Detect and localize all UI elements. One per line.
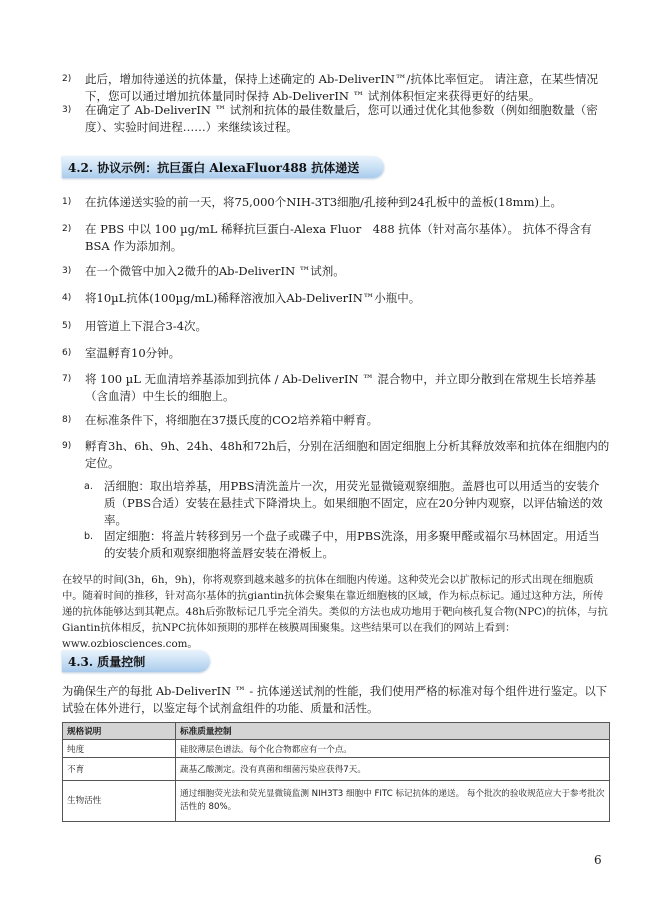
protocol-step-2 bbox=[62, 221, 610, 255]
step-number: 8) bbox=[62, 415, 72, 425]
table-cell: 纯度 bbox=[63, 740, 176, 758]
protocol-step-3 bbox=[62, 263, 610, 280]
table-row bbox=[63, 758, 610, 781]
section-title: 4.3. 质量控制 bbox=[68, 655, 146, 669]
step-text: 在一个微管中加入2微升的Ab-DeliverIN ™试剂。 bbox=[85, 264, 345, 278]
step-text: 用管道上下混合3-4次。 bbox=[85, 319, 208, 333]
table-cell: 蔬基乙酸测定。没有真菌和细菌污染应获得7天。 bbox=[176, 758, 610, 781]
protocol-step-9 bbox=[62, 438, 610, 472]
section-title: 4.2. 协议示例：抗巨蛋白 AlexaFluor488 抗体递送 bbox=[68, 161, 360, 175]
quality-control-table bbox=[62, 722, 610, 822]
protocol-step-7 bbox=[62, 371, 610, 405]
substep-text: 活细胞：取出培养基，用PBS清洗盖片一次，用荧光显微镜观察细胞。盖唇也可以用适当的安装介质（PBS合适）安装在悬挂式下降滑块上。如果细胞不固定，应在20分钟内观察，以评估输送的效率。 bbox=[104, 479, 603, 527]
substep-letter: a. bbox=[84, 481, 93, 492]
qc-paragraph: 为确保生产的每批 Ab-DeliverIN ™ - 抗体递送试剂的性能，我们使用严格的标准对每个组件进行鉴定。以下试验在体外进行，以鉴定每个试剂盒组件的功能、质量和活性。 bbox=[62, 685, 608, 715]
page-number: 6 bbox=[594, 853, 602, 867]
table-header-row bbox=[63, 723, 610, 740]
substep-b bbox=[84, 528, 610, 562]
protocol-step-5 bbox=[62, 318, 610, 335]
protocol-step-6 bbox=[62, 345, 610, 362]
section-heading-4-2 bbox=[62, 156, 384, 178]
step-number: 1) bbox=[62, 197, 72, 207]
protocol-step-8 bbox=[62, 412, 610, 429]
step-number: 6) bbox=[62, 348, 72, 358]
step-number: 2) bbox=[62, 224, 72, 234]
substep-letter: b. bbox=[84, 531, 94, 542]
protocol-step-1 bbox=[62, 194, 610, 211]
section-heading-4-3 bbox=[62, 650, 210, 672]
step-number: 9) bbox=[62, 441, 72, 451]
step-text: 将 100 µL 无血清培养基添加到抗体 / Ab-DeliverIN ™ 混合物中，并立即分散到在常规生长培养基（含血清）中生长的细胞上。 bbox=[85, 372, 596, 403]
table-cell: 生物活性 bbox=[63, 781, 176, 822]
step-text: 在标准条件下，将细胞在37摄氏度的CO2培养箱中孵育。 bbox=[85, 413, 379, 427]
step-number: 5) bbox=[62, 321, 72, 331]
step-text: 在确定了 Ab-DeliverIN ™ 试剂和抗体的最佳数量后，您可以通过优化其他参数（例如细胞数量（密度）、实验时间进程……）来继续该过程。 bbox=[85, 103, 598, 134]
intro-step-3 bbox=[62, 102, 610, 136]
step-text: 孵育3h、6h、9h、24h、48h和72h后，分别在活细胞和固定细胞上分析其释放效率和抗体在细胞内的定位。 bbox=[85, 439, 610, 470]
step-text: 在抗体递送实验的前一天，将75,000个NIH-3T3细胞/孔接种到24孔板中的盖板(18mm)上。 bbox=[85, 195, 562, 209]
step-text: 在 PBS 中以 100 µg/mL 稀释抗巨蛋白-Alexa Fluor 488 抗体（针对高尔基体）。 抗体不得含有 BSA 作为添加剂。 bbox=[85, 222, 592, 253]
substep-a bbox=[84, 478, 610, 529]
step-number: 3) bbox=[62, 266, 72, 276]
table-header: 标准质量控制 bbox=[176, 723, 610, 740]
step-text: 将10µL抗体(100µg/mL)稀释溶液加入Ab-DeliverIN™小瓶中。 bbox=[85, 291, 421, 305]
step-number: 4) bbox=[62, 293, 72, 303]
intro-step-2 bbox=[62, 71, 610, 105]
step-text: 此后，增加待递送的抗体量，保持上述确定的 Ab-DeliverIN™/抗体比率恒定。 请注意，在某些情况下，您可以通过增加抗体量同时保持 Ab-DeliverIN ™ 试剂体积恒定来获得更好的结果。 bbox=[85, 72, 599, 103]
step-number: 3) bbox=[62, 105, 72, 115]
table-row bbox=[63, 740, 610, 758]
protocol-step-4 bbox=[62, 290, 610, 307]
substep-text: 固定细胞：将盖片转移到另一个盘子或碟子中，用PBS洗涤，用多聚甲醛或福尔马林固定。用适当的安装介质和观察细胞将盖唇安装在滑板上。 bbox=[104, 529, 600, 560]
table-cell: 通过细胞荧光法和荧光显微镜监测 NIH3T3 细胞中 FITC 标记抗体的递送。 每个批次的验收规范应大于参考批次活性的 80%。 bbox=[176, 781, 610, 822]
step-number: 7) bbox=[62, 374, 72, 384]
table-row bbox=[63, 781, 610, 822]
table-header: 规格说明 bbox=[63, 723, 176, 740]
table-cell: 硅胶薄层色谱法。每个化合物都应有一个点。 bbox=[176, 740, 610, 758]
table-cell: 不育 bbox=[63, 758, 176, 781]
results-paragraph: 在较早的时间(3h，6h，9h)，你将观察到越来越多的抗体在细胞内传递。这种荧光会以扩散标记的形式出现在细胞质中。随着时间的推移，针对高尔基体的抗giantin抗体会聚集在靠近细胞核的区域，作为标点标记。通过这种方法，所传递的抗体能够达到其靶点。48h后弥散标记几乎完全消失。类似的方法也成功地用于靶向核孔复合物(NPC)的抗体，与抗Giantin抗体相反，抗NPC抗体如预期的那样在核膜周围聚集。这些结果可以在我们的网站上看到：www.ozbiosciences.com。 bbox=[62, 574, 608, 650]
step-number: 2) bbox=[62, 74, 72, 84]
step-text: 室温孵育10分钟。 bbox=[85, 346, 181, 360]
